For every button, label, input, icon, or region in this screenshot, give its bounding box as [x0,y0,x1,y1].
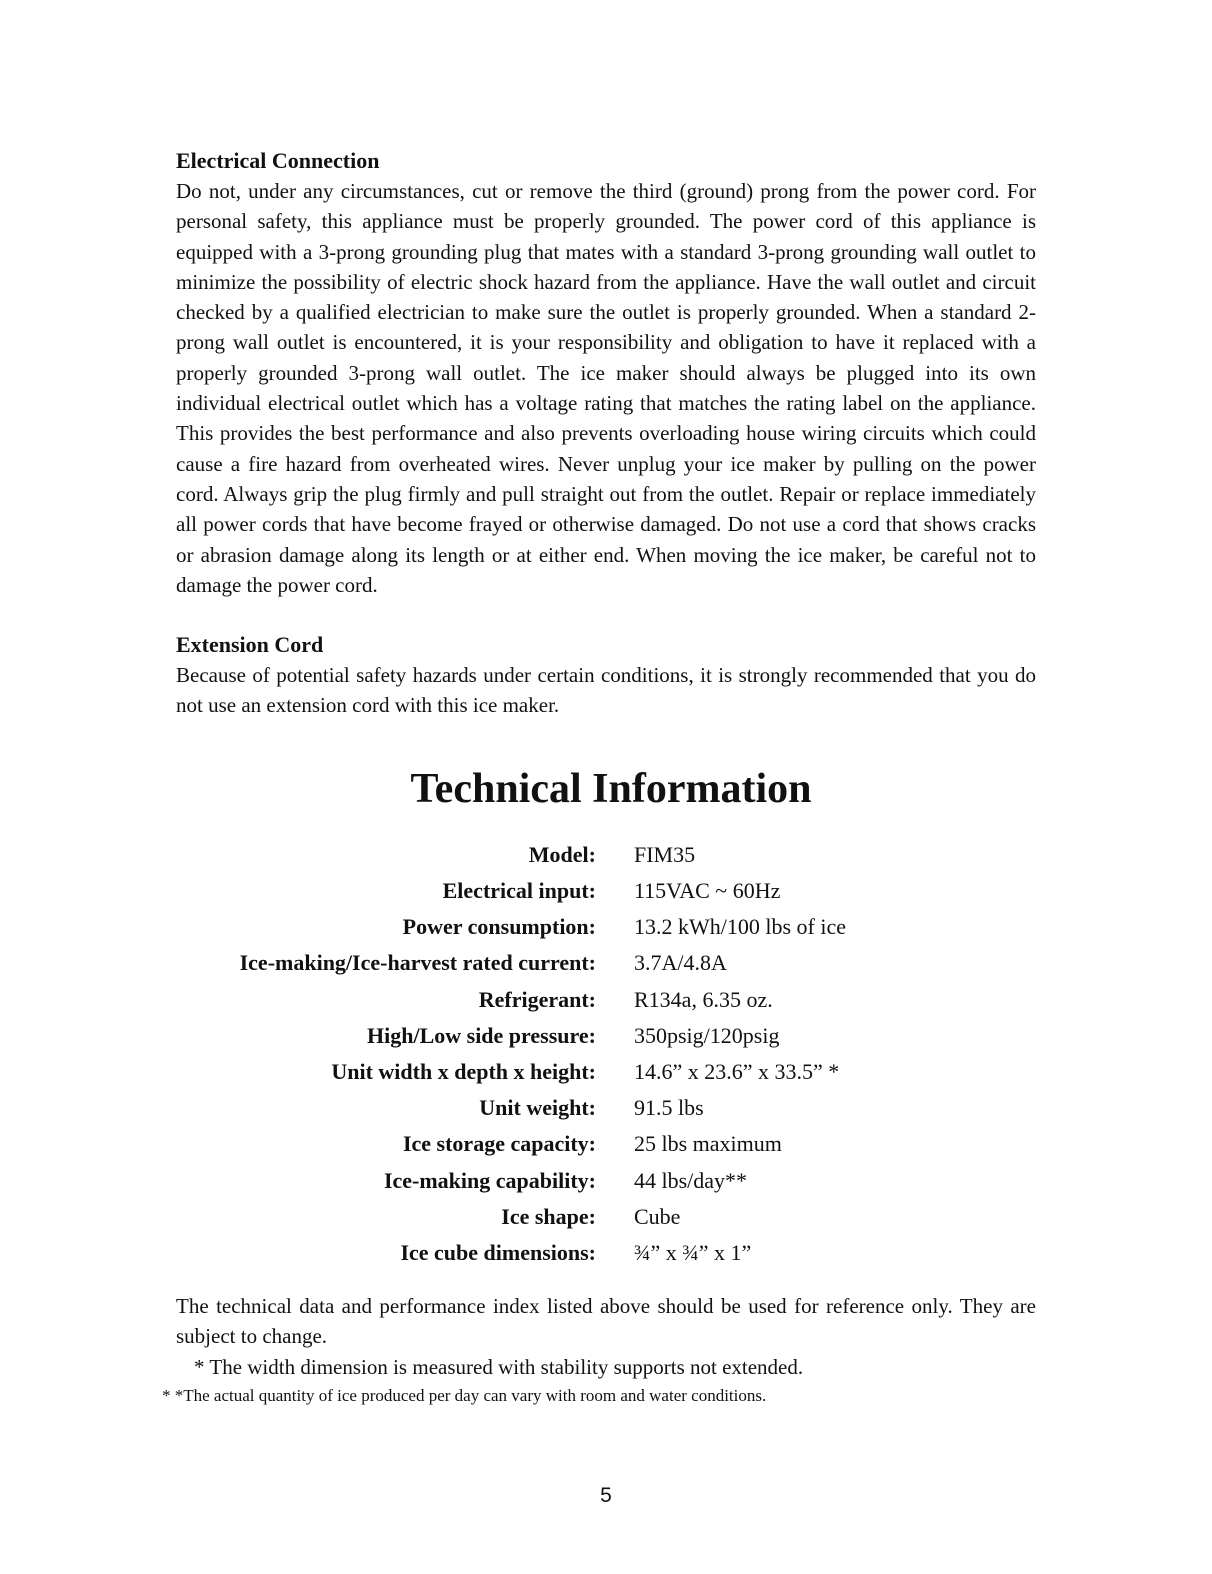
spec-label: Ice-making/Ice-harvest rated current: [239,950,596,976]
spec-value: 3.7A/4.8A [634,950,727,976]
spec-value: 350psig/120psig [634,1022,780,1048]
spec-label: Unit width x depth x height: [331,1058,596,1084]
spec-label: Model: [528,841,596,867]
spec-value: Cube [634,1203,681,1229]
spec-label: Ice cube dimensions: [400,1239,596,1265]
spec-table [176,837,1036,1271]
spec-row-ice-storage-capacity [176,1126,1036,1162]
spec-row-ice-making-capability [176,1162,1036,1198]
spec-value: 91.5 lbs [634,1095,704,1121]
page-number: 5 [600,1484,612,1507]
spec-row-model [176,837,1036,873]
electrical-connection-heading: Electrical Connection [176,148,380,173]
quantity-footnote: * *The actual quantity of ice produced per day can vary with room and water conditions. [162,1385,767,1405]
spec-row-unit-weight [176,1090,1036,1126]
spec-row-refrigerant [176,982,1036,1018]
spec-row-rated-current [176,945,1036,981]
footer-notes [162,1291,1036,1410]
spec-row-power-consumption [176,909,1036,945]
spec-label: Power consumption: [402,914,596,940]
spec-label: High/Low side pressure: [367,1022,596,1048]
spec-value: R134a, 6.35 oz. [634,986,773,1012]
spec-value: 13.2 kWh/100 lbs of ice [634,914,847,940]
manual-page [162,146,1036,1410]
spec-row-side-pressure [176,1018,1036,1054]
spec-value: FIM35 [634,841,696,867]
electrical-connection-body: Do not, under any circumstances, cut or remove the third (ground) prong from the power cord. For personal safety, this appliance must be properly grounded. The power cord of this appliance is equipped with a 3-prong grounding plug that mates with a standard 3-prong grounding wall outlet to minimize the possibility of electric shock hazard from the appliance. Have the wall outlet and circuit checked by a qualified electrician to make sure the outlet is properly grounded. When a standard 2-prong wall outlet is encountered, it is your responsibility and obligation to have it replaced with a properly grounded 3-prong wall outlet. The ice maker should always be plugged into its own individual electrical outlet which has a voltage rating that matches the rating label on the appliance. This provides the best performance and also prevents overloading house wiring circuits which could cause a fire hazard from overheated wires. Never unplug your ice maker by pulling on the power cord. Always grip the plug firmly and pull straight out from the outlet. Repair or replace immediately all power cords that have become frayed or otherwise damaged. Do not use a cord that shows cracks or abrasion damage along its length or at either end. When moving the ice maker, be careful not to damage the power cord. [176,179,1036,597]
spec-label: Unit weight: [479,1095,596,1121]
spec-label: Ice storage capacity: [402,1131,596,1157]
spec-value: 115VAC ~ 60Hz [634,878,781,904]
spec-label: Ice-making capability: [383,1167,596,1193]
extension-cord-heading: Extension Cord [176,632,324,658]
spec-value: 14.6” x 23.6” x 33.5” * [634,1058,840,1084]
technical-information-title: Technical Information [410,765,812,812]
spec-label: Refrigerant: [478,986,596,1012]
spec-row-ice-cube-dimensions [176,1235,1036,1271]
extension-cord-body: Because of potential safety hazards under certain conditions, it is strongly recommended that you do not use an extension cord with this ice maker. [176,663,1036,718]
spec-value: 44 lbs/day** [634,1167,748,1193]
spec-label: Ice shape: [501,1203,596,1229]
spec-value: 25 lbs maximum [634,1131,782,1157]
spec-label: Electrical input: [442,878,596,904]
spec-row-ice-shape [176,1199,1036,1235]
width-footnote: * The width dimension is measured with stability supports not extended. [194,1354,804,1379]
spec-row-electrical-input [176,873,1036,909]
reference-disclaimer: The technical data and performance index listed above should be used for reference only. They are subject to change. [176,1294,1036,1349]
spec-row-unit-dimensions [176,1054,1036,1090]
spec-value: ¾” x ¾” x 1” [634,1239,752,1265]
